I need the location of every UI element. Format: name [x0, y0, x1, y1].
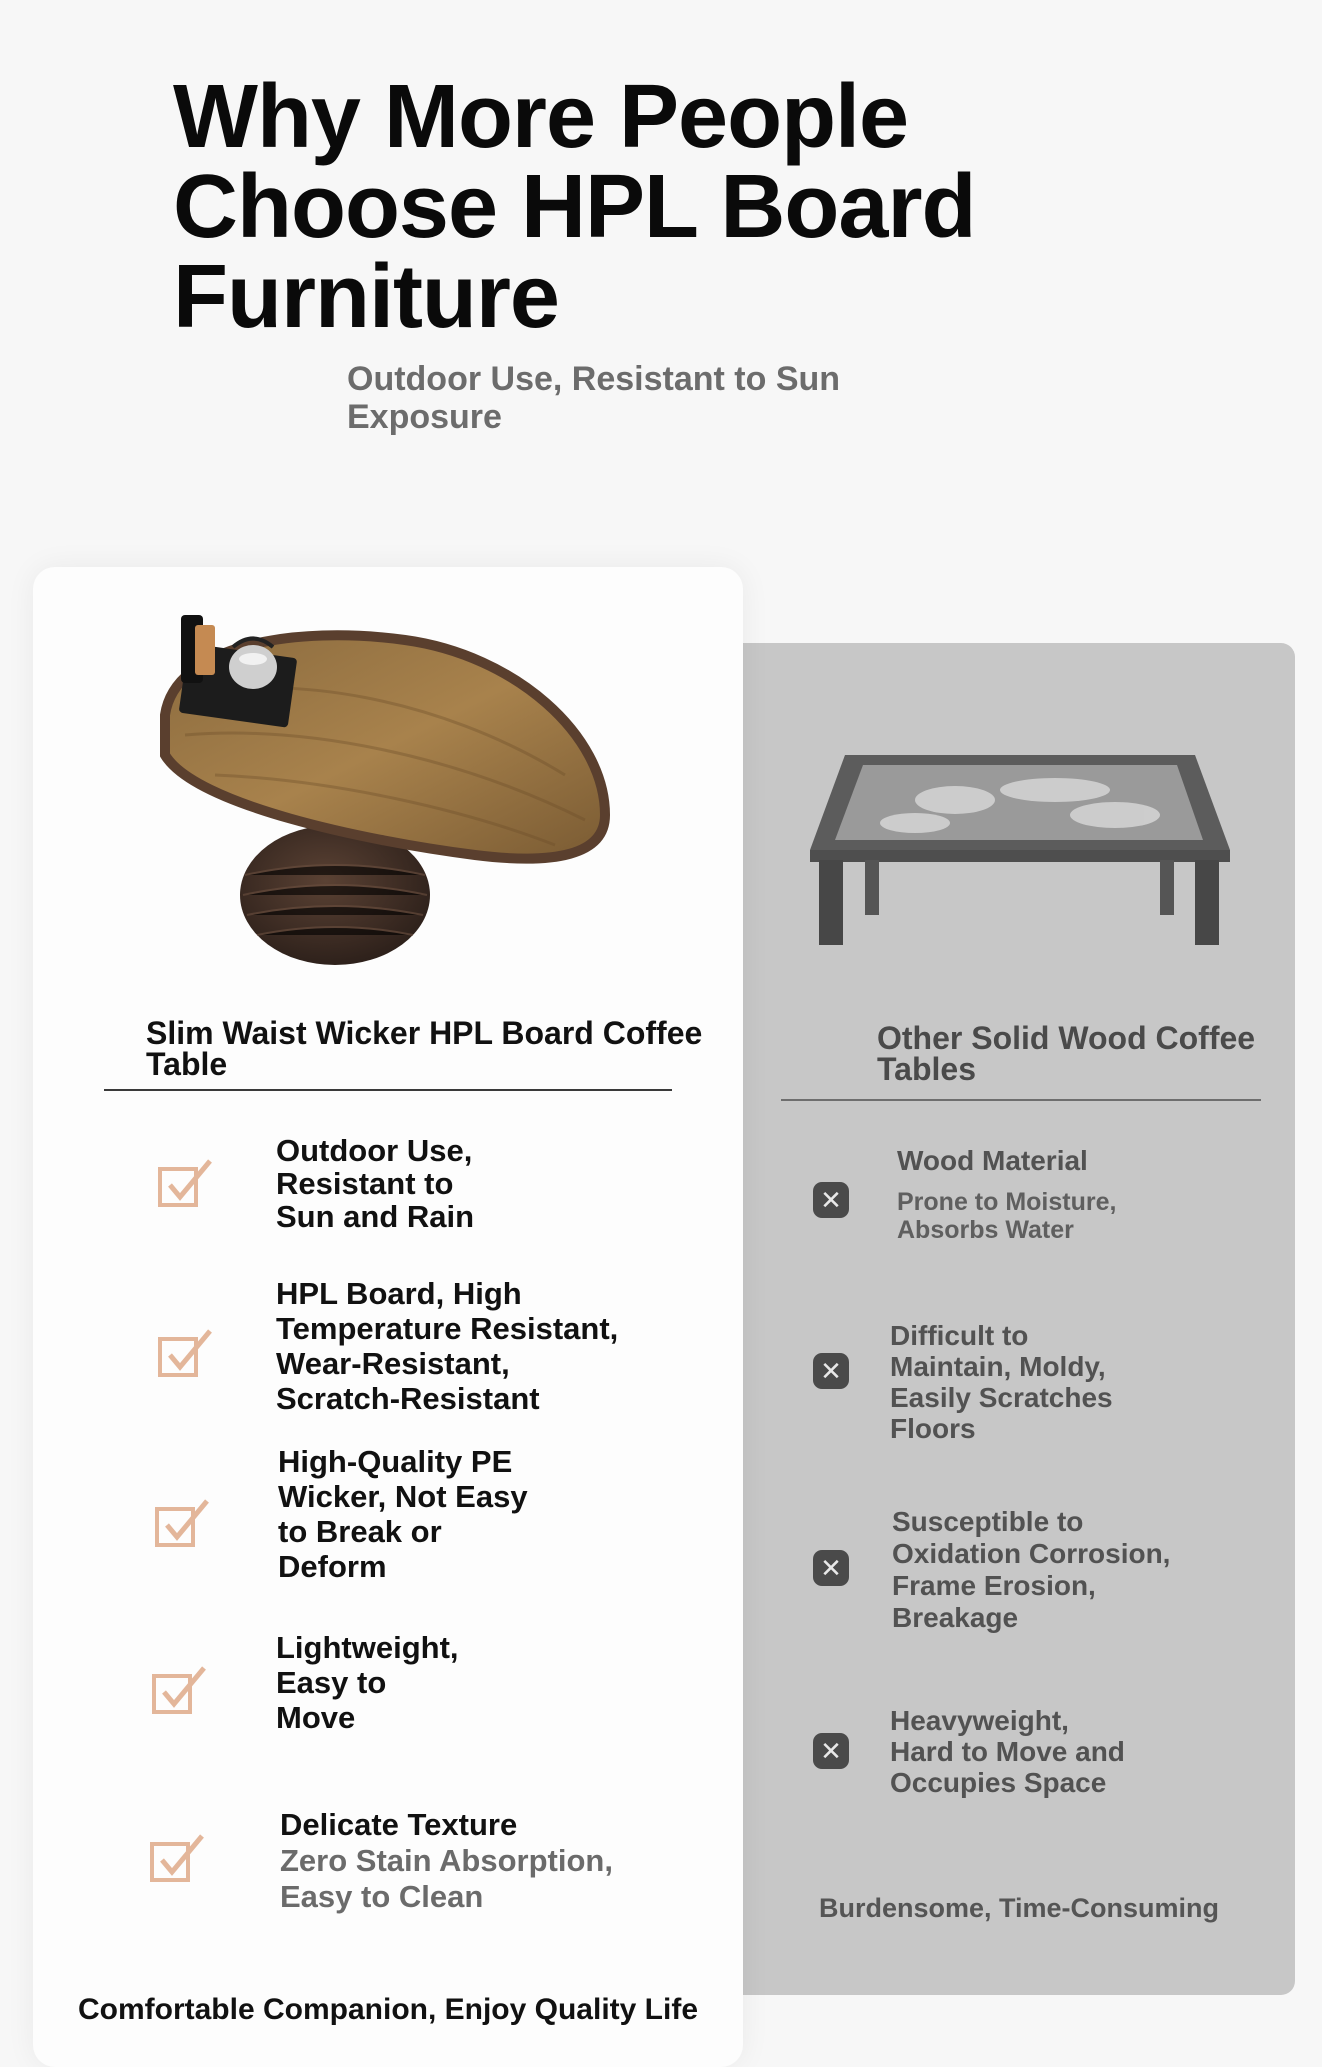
check-box-icon	[150, 1662, 210, 1718]
solid-wood-heading: Other Solid Wood Coffee Tables	[877, 1020, 1256, 1087]
title-line-1: Why More People	[173, 67, 909, 167]
feature-item: HPL Board, High Temperature Resistant, Wear-Resistant, Scratch-Resistant	[276, 1276, 619, 1416]
page-title	[173, 67, 1073, 347]
drawback-item: Susceptible to Oxidation Corrosion, Frame Erosion, Breakage	[892, 1506, 1171, 1633]
x-mark-icon: ✕	[813, 1733, 849, 1769]
drawback-item: Heavyweight, Hard to Move and Occupies Space	[890, 1705, 1125, 1798]
page-subtitle: Outdoor Use, Resistant to Sun Exposure	[347, 360, 841, 436]
drawback-item: Difficult to Maintain, Moldy, Easily Scratches Floors	[890, 1320, 1113, 1444]
solid-wood-summary: Burdensome, Time-Consuming	[818, 1893, 1220, 1923]
feature-item: Delicate Texture Zero Stain Absorption, Easy to Clean	[280, 1807, 613, 1914]
x-mark-icon: ✕	[813, 1182, 849, 1218]
feature-item: Lightweight, Easy to Move	[276, 1630, 459, 1735]
check-box-icon	[156, 1155, 216, 1211]
heading-divider-left	[104, 1089, 672, 1091]
hpl-summary: Comfortable Companion, Enjoy Quality Life	[77, 1993, 699, 2026]
x-mark-icon: ✕	[813, 1353, 849, 1389]
check-box-icon	[148, 1830, 208, 1886]
check-box-icon	[156, 1325, 216, 1381]
hpl-coffee-table-image	[135, 605, 625, 970]
heading-divider-right	[781, 1099, 1261, 1101]
x-mark-icon: ✕	[813, 1550, 849, 1586]
drawback-item: Wood Material Prone to Moisture, Absorbs Water	[897, 1145, 1117, 1244]
feature-item: High-Quality PE Wicker, Not Easy to Break or Deform	[278, 1444, 528, 1584]
feature-item: Outdoor Use, Resistant to Sun and Rain	[276, 1133, 475, 1234]
solid-wood-table-image	[805, 745, 1235, 950]
check-box-icon	[153, 1495, 213, 1551]
hpl-table-heading: Slim Waist Wicker HPL Board Coffee Table	[146, 1015, 703, 1082]
title-line-2: Choose HPL Board	[173, 157, 976, 257]
title-line-3: Furniture	[173, 247, 559, 347]
